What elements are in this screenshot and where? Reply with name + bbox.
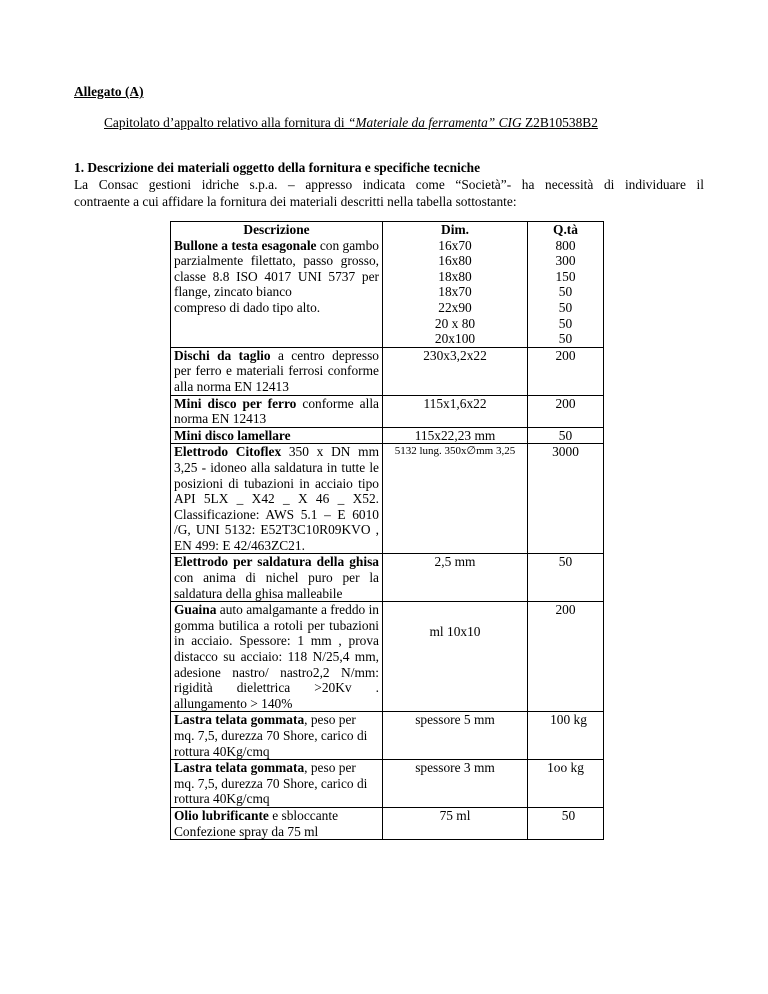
section-title: 1. Descrizione dei materiali oggetto della fornitura e specifiche tecniche: [74, 160, 481, 175]
row-5-dim: 5132 lung. 350x∅mm 3,25: [383, 444, 528, 554]
table-cell: [171, 222, 383, 348]
document-subtitle: [104, 115, 598, 131]
table-row: [171, 760, 604, 808]
row-9-dim: spessore 3 mm: [383, 760, 528, 808]
subtitle-italic: “Materiale da ferramenta” CIG: [347, 115, 525, 130]
row-5-qty: 3000: [528, 444, 604, 554]
row-2-description: Dischi da taglio a centro depresso per ferro e materiali ferrosi conforme alla norma EN 12413: [171, 347, 383, 395]
row-9-description: Lastra telata gommata, peso per mq. 7,5, durezza 70 Shore, carico di rottura 40Kg/cmq: [171, 760, 383, 808]
row-1-dim-3: 18x80: [438, 268, 472, 284]
table-row: [171, 444, 604, 554]
intro-line-1: La Consac gestioni idriche s.p.a. – appresso indicata come “Società”- ha necessità di individuare il: [74, 177, 704, 192]
row-6-qty: 50: [528, 554, 604, 602]
row-4-qty: 50: [528, 427, 604, 444]
row-2-dim: 230x3,2x22: [383, 347, 528, 395]
table-row: [171, 602, 604, 712]
row-1-dim-4: 18x70: [438, 284, 472, 300]
header-qty: Q.tà: [553, 222, 578, 237]
row-4-description: Mini disco lamellare: [171, 427, 383, 444]
row-1-qty-6: 50: [558, 315, 573, 331]
row-8-qty: 100 kg: [528, 712, 604, 760]
header-description: Descrizione: [243, 222, 310, 237]
table-cell: [528, 222, 604, 348]
row-3-description: Mini disco per ferro conforme alla norma EN 12413: [171, 395, 383, 427]
row-7-qty: 200: [528, 602, 604, 712]
row-1-description-extra: compreso di dado tipo alto.: [174, 299, 321, 315]
row-1-dim-2: 16x80: [438, 253, 472, 269]
row-7-description: Guaina auto amalgamante a freddo in gomma butilica a rotoli per tubazioni in acciaio. Spessore: 1 mm , prova distacco su acciaio: 118 N/25,4 mm, adesione nastro/ nastro2,2 N/mm: rigidità dielettrica >20Kv . allungamento > 140%: [171, 602, 383, 712]
row-1-qty-7: 50: [558, 331, 573, 347]
row-1-qty-1: 800: [555, 237, 576, 253]
row-1-qty-3: 150: [555, 268, 576, 284]
materials-table: [170, 221, 604, 840]
table-row: [171, 222, 604, 348]
row-4-dim: 115x22,23 mm: [383, 427, 528, 444]
row-1-dim-7: 20x100: [434, 331, 476, 347]
intro-line-2: contraente a cui affidare la fornitura dei materiali descritti nella tabella sottostante:: [74, 194, 517, 209]
row-5-description: Elettrodo Citoflex 350 x DN mm 3,25 - idoneo alla saldatura in tutte le posizioni di tubazioni in acciaio tipo API 5LX _ X42 _ X 46 _ X52. Classificazione: AWS 5.1 – E 6010 /G, UNI 5132: E52T3C10R09KVO , EN 499: E 42/463ZC21.: [171, 444, 383, 554]
table-cell: [383, 222, 528, 348]
row-1-qty-4: 50: [558, 284, 573, 300]
header-dim: Dim.: [441, 222, 469, 237]
row-10-description: Olio lubrificante e sbloccante Confezione spray da 75 ml: [171, 807, 383, 839]
table-row: [171, 427, 604, 444]
intro-paragraph: [74, 176, 704, 210]
row-1-description: Bullone a testa esagonale con gambo parzialmente filettato, passo grosso, classe 8.8 ISO 4017 UNI 5737 per flange, zincato bianco: [174, 237, 379, 300]
row-1-dim-1: 16x70: [438, 237, 472, 253]
table-row: [171, 807, 604, 839]
table-row: [171, 347, 604, 395]
table-row: [171, 554, 604, 602]
row-7-dim: ml 10x10: [383, 602, 528, 712]
row-10-qty: 50: [528, 807, 604, 839]
row-8-dim: spessore 5 mm: [383, 712, 528, 760]
attachment-label: Allegato (A): [74, 84, 144, 99]
row-8-description: Lastra telata gommata, peso per mq. 7,5, durezza 70 Shore, carico di rottura 40Kg/cmq: [171, 712, 383, 760]
subtitle-prefix: Capitolato d’appalto relativo alla fornitura di: [104, 115, 348, 130]
row-1-qty-5: 50: [558, 299, 573, 315]
row-10-dim: 75 ml: [383, 807, 528, 839]
subtitle-code: Z2B10538B2: [524, 115, 598, 130]
row-2-qty: 200: [528, 347, 604, 395]
table-row: [171, 395, 604, 427]
table-row: [171, 712, 604, 760]
row-6-dim: 2,5 mm: [383, 554, 528, 602]
row-1-dim-5: 22x90: [438, 299, 472, 315]
row-1-qty-2: 300: [555, 253, 576, 269]
row-3-qty: 200: [528, 395, 604, 427]
row-3-dim: 115x1,6x22: [383, 395, 528, 427]
row-1-dim-6: 20 x 80: [434, 315, 476, 331]
row-9-qty: 1oo kg: [528, 760, 604, 808]
row-6-description: Elettrodo per saldatura della ghisa con anima di nichel puro per la saldatura della ghisa malleabile: [171, 554, 383, 602]
